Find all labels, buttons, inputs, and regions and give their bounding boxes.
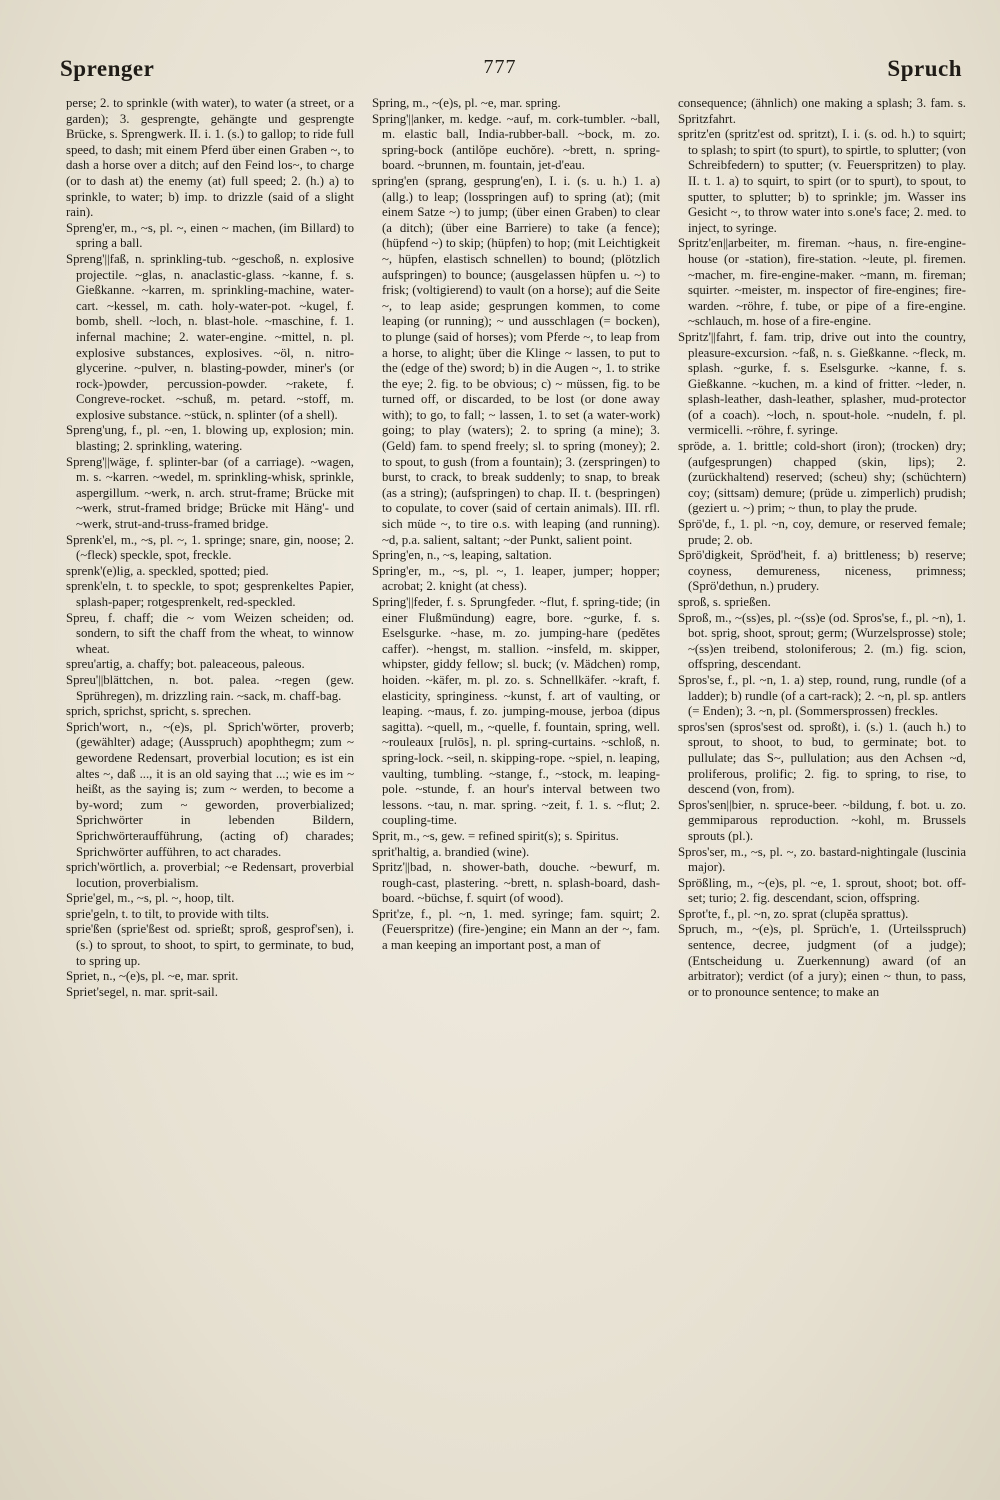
dictionary-entry: Spreng'ung, f., pl. ~en, 1. blowing up, explosion; min. blasting; 2. sprinkling, watering. xyxy=(66,423,354,454)
dictionary-entry: Spruch, m., ~(e)s, pl. Sprüch'e, 1. (Urteilsspruch) sentence, decree, judgment (of a judge); (Entscheidung u. Zuerkennung) award (of an arbitrator); verdict (of a jury); einen ~ thun, to pass, or to pronounce sentence; to make an xyxy=(678,922,966,999)
dictionary-entry: Sprie'gel, m., ~s, pl. ~, hoop, tilt. xyxy=(66,891,235,906)
dictionary-entry: Spriet, n., ~(e)s, pl. ~e, mar. sprit. xyxy=(66,969,239,984)
dictionary-entry: Sprit'ze, f., pl. ~n, 1. med. syringe; fam. squirt; 2. (Feuerspritze) (fire-)engine; ein Mann an der ~, fam. a man keeping an important post, a man of xyxy=(372,906,660,953)
dictionary-entry: Sprö'de, f., 1. pl. ~n, coy, demure, or reserved female; prude; 2. ob. xyxy=(678,517,966,547)
dictionary-entry: sproß, s. sprießen. xyxy=(678,595,771,609)
dictionary-entry: Spring'||anker, m. kedge. ~auf, m. cork-tumbler. ~ball, m. elastic ball, India-rubber-ball. ~bock, m. zo. spring-bock (antilŏpe euchŏre). ~brett, n. spring-board. ~brunnen, m. fountain, jet-d'eau. xyxy=(372,111,660,173)
dictionary-entry: Spritz'||bad, n. shower-bath, douche. ~bewurf, m. rough-cast, plastering. ~brett, n. splash-board, dash-board. ~büchse, f. squirt (of wood). xyxy=(372,860,660,906)
dictionary-entry: Sprö'digkeit, Spröd'heit, f. a) brittleness; b) reserve; coyness, demureness, niceness, primness; (Sprö'dethun, n.) prudery. xyxy=(678,548,966,594)
dictionary-entry: Spreng'||wäge, f. splinter-bar (of a carriage). ~wagen, m. s. ~karren. ~wedel, m. sprinkling-whisk, sprinkle, aspergillum. ~werk, n. arch. strut-frame; Brücke mit ~werk, strut-framed bridge; Brücke mit Häng'- und ~werk, strut-and-truss-framed bridge. xyxy=(66,454,354,532)
column-right xyxy=(678,96,966,1476)
dictionary-entry: Spring'er, m., ~s, pl. ~, 1. leaper, jumper; hopper; acrobat; 2. knight (at chess). xyxy=(372,563,660,594)
dictionary-entry: Spritz'en||arbeiter, m. fireman. ~haus, n. fire-engine-house (or -station), fire-station. ~leute, pl. firemen. ~macher, m. fire-engine-maker. ~mann, m. fireman; squirter. ~meister, m. inspector of fire-engines; fire-warden. ~röhre, f. tube, or pipe of a fire-engine. ~schlauch, m. hose of a fire-engine. xyxy=(678,236,966,329)
dictionary-entry: sprich, sprichst, spricht, s. sprechen. xyxy=(66,704,252,719)
dictionary-entry: Spreng'||faß, n. sprinkling-tub. ~geschoß, n. explosive projectile. ~glas, n. anaclastic-glass. ~kanne, f. s. Gießkanne. ~karren, m. sprinkling-machine, water-cart. ~kessel, m. cath. holy-water-pot. ~kugel, f. bomb, shell. ~loch, n. blast-hole. ~maschine, f. 1. infernal machine; 2. water-engine. ~mittel, n. pl. explosive substances, explosives. ~öl, n. nitro-glycerine. ~pulver, n. blasting-powder, miner's (or rock-)powder, percussion-powder. ~rakete, f. Congreve-rocket. ~schuß, m. petard. ~stoff, m. explosive substance. ~stück, n. splinter (of a shell). xyxy=(66,251,354,422)
dictionary-entry: Spros'se, f., pl. ~n, 1. a) step, round, rung, rundle (of a ladder); b) rundle (of a cart-rack); 2. ~n, pl. sp. antlers (= Enden); 3. ~n, pl. (Sommersprossen) freckles. xyxy=(678,672,966,719)
dictionary-entry: Spros'sen||bier, n. spruce-beer. ~bildung, f. bot. u. zo. gemmiparous reproduction. ~kohl, m. Brussels sprouts (pl.). xyxy=(678,797,966,843)
dictionary-entry: Spring, m., ~(e)s, pl. ~e, mar. spring. xyxy=(372,96,561,110)
dictionary-entry: spros'sen (spros'sest od. sproßt), i. (s.) 1. (auch h.) to sprout, to shoot, to bud, to germinate; bot. to pullulate; das S~, pullulation; aus den Achsen ~d, proliferous, prolific; 2. fig. to spring, to rise, to descend (von, from). xyxy=(678,719,966,797)
column-left xyxy=(66,96,354,1476)
dictionary-entry: spring'en (sprang, gesprung'en), I. i. (s. u. h.) 1. a) (allg.) to leap; (losspringen auf) to spring (at); (mit einem Satze ~) to jump; (über einen Graben) to clear (a ditch); (über eine Barriere) to take (a fence); (hüpfend ~) to skip; (hüpfen) to hop; (mit Leichtigkeit ~, hüpfen, elastisch schnellen) to bound; (plötzlich aufspringen) to bounce; (ausgelassen hüpfen u. ~) to frisk; (voltigierend) to vault (on a horse); auf die Seite ~, to leap aside; gesprungen kommen, to come leaping (or running); ~ und ausschlagen (= bocken), to plunge (said of horses); vom Pferde ~, to leap from a horse, to alight; über die Klinge ~ lassen, to put to the (edge of the) sword; b) in die Augen ~, 1. to strike the eye; 2. fig. to be obvious; c) ~ müssen, fig. to be turned off, or discarded, to be lost (or done away with); to go, to fall; ~ lassen, 1. to set (a water-work) going; to play (waters); 2. to spring (a mine); 3. (Geld) fam. to spend freely; sl. to spring (money); 2. to spout, to gush (from a fountain); 3. (zerspringen) to burst, to crack, to break suddenly; to snap, to break (as a string); (aufspringen) to chap. II. t. (bespringen) to copulate, to cover (said of certain animals). III. rfl. sich müde ~, to tire o.s. with leaping (and running). ~d, p.a. salient, saltant; ~der Punkt, salient point. xyxy=(372,173,660,547)
dictionary-entry: perse; 2. to sprinkle (with water), to water (a street, or a garden); 3. gesprengte, gehängte und gesprengte Brücke, s. Sprengwerk. II. i. 1. (s.) to gallop; to ride full speed, to dash; mit einem Pferd über einen Graben ~, to dash a horse over a ditch; auf den Feind los~, to charge (or to dash at) the enemy (at) full speed; 2. (h.) a) to sprinkle, to water; b) imp. to drizzle (said of a slight rain). xyxy=(66,96,354,220)
dictionary-entry: Sprit, m., ~s, gew. = refined spirit(s); s. Spiritus. xyxy=(372,828,619,843)
dictionary-entry: sprenk'(e)lig, a. speckled, spotted; pied. xyxy=(66,563,269,578)
dictionary-entry: Sprenk'el, m., ~s, pl. ~, 1. springe; snare, gin, noose; 2. (~fleck) speckle, spot, freckle. xyxy=(66,532,354,563)
dictionary-entry: Spreu, f. chaff; die ~ vom Weizen scheiden; od. sondern, to sift the chaff from the wheat, to winnow wheat. xyxy=(66,610,354,656)
dictionary-entry: Spros'ser, m., ~s, pl. ~, zo. bastard-nightingale (luscinia major). xyxy=(678,844,966,875)
dictionary-entry: Sprößling, m., ~(e)s, pl. ~e, 1. sprout, shoot; bot. off-set; turio; 2. fig. descendant, scion, offspring. xyxy=(678,875,966,906)
dictionary-entry: sprie'ßen (sprie'ßest od. sprießt; sproß, gesprof'sen), i. (s.) to sprout, to shoot, to spirt, to germinate, to bud, to spring up. xyxy=(66,922,354,968)
dictionary-entry: Sprich'wort, n., ~(e)s, pl. Sprich'wörter, proverb; (gewählter) adage; (Ausspruch) apophthegm; zum ~ gewordene Redensart, proverbial locution; es ist ein altes ~, daß ..., it is an old saying that ...; wie es im ~ heißt, as the saying is; zum ~ werden, to become a by-word; zum ~ geworden, proverbialized; Sprichwörter in lebenden Bildern, Sprichwörteraufführung, (acting of) charades; Sprichwörter aufführen, to act charades. xyxy=(66,719,354,859)
dictionary-entry: sprich'wörtlich, a. proverbial; ~e Redensart, proverbial locution, proverbialism. xyxy=(66,860,354,890)
page-number: 777 xyxy=(483,56,517,78)
dictionary-entry: Spreng'er, m., ~s, pl. ~, einen ~ machen, (im Billard) to spring a ball. xyxy=(66,220,354,251)
running-header xyxy=(0,56,1000,86)
dictionary-entry: Spritz'||fahrt, f. fam. trip, drive out into the country, pleasure-excursion. ~faß, n. s. Gießkanne. ~fleck, m. splash. ~gurke, f. s. Eselsgurke. ~kanne, f. s. Gießkanne. ~kuchen, m. a kind of fritter. ~leder, n. splash-leather, dash-leather, splasher, mud-protector (of a coach). ~loch, n. spout-hole. ~nudeln, f. pl. vermicelli. ~röhre, f. syringe. xyxy=(678,329,966,438)
dictionary-entry: consequence; (ähnlich) one making a splash; 3. fam. s. Spritzfahrt. xyxy=(678,96,966,126)
dictionary-entry: Sproß, m., ~(ss)es, pl. ~(ss)e (od. Spros'se, f., pl. ~n), 1. bot. sprig, shoot, sprout; germ; (Wurzelsprosse) stole; ~(ss)en treibend, stoloniferous; 2. (m.) fig. scion, offspring, descendant. xyxy=(678,610,966,672)
dictionary-entry: spröde, a. 1. brittle; cold-short (iron); (trocken) dry; (aufgesprungen) chapped (skin, lips); 2. (zurückhaltend) reserved; (scheu) shy; (schüchtern) coy; (sittsam) demure; (prüde u. zimperlich) prudish; (geziert u. ~) prim; ~ thun, to play the prude. xyxy=(678,439,966,516)
dictionary-entry: Spring'en, n., ~s, leaping, saltation. xyxy=(372,548,552,563)
header-left-catchword: Sprenger xyxy=(60,56,155,81)
dictionary-entry: sprie'geln, t. to tilt, to provide with tilts. xyxy=(66,906,270,921)
dictionary-entry: sprit'haltig, a. brandied (wine). xyxy=(372,844,530,859)
dictionary-entry: spreu'artig, a. chaffy; bot. paleaceous, paleous. xyxy=(66,657,305,672)
dictionary-entry: spritz'en (spritz'est od. spritzt), I. i. (s. od. h.) to squirt; to splash; to spirt (to spurt), to spirtle, to splutter; (von Schreibfedern) to sputter; (v. Feuerspritzen) to play. II. t. 1. a) to squirt, to spirt (or to spurt), to spout, to sputter, to splutter; b) to sprinkle; jm. Wasser ins Gesicht ~, to throw water into s.one's face; 2. med. to inject, to syringe. xyxy=(678,127,966,235)
columns xyxy=(66,96,966,1476)
dictionary-entry: sprenk'eln, t. to speckle, to spot; gesprenkeltes Papier, splash-paper; rotgesprenkelt, red-speckled. xyxy=(66,579,354,609)
header-right-catchword: Spruch xyxy=(887,56,962,81)
dictionary-entry: Spring'||feder, f. s. Sprungfeder. ~flut, f. spring-tide; (in einer Flußmündung) eagre, bore. ~gurke, f. s. Eselsgurke. ~hase, m. zo. jumping-hare (pedĕtes caffer). ~hengst, m. stallion. ~insfeld, m. skipper, whipster, giddy fellow; sl. buck; (v. Mädchen) romp, hoiden. ~käfer, m. pl. zo. s. Schnellkäfer. ~kraft, f. elasticity, springiness. ~kunst, f. art of vaulting, or leaping. ~maus, f. zo. jumping-mouse, jerboa (dipus sagitta). ~quell, m., ~quelle, f. fountain, spring, well. ~rouleaux [rulōs], n. pl. spring-curtains. ~schloß, n. spring-lock. ~seil, n. skipping-rope. ~spiel, n. leaping, vaulting, tumbling. ~stange, f., ~stock, m. leaping-pole. ~stunde, f. an hour's interval between two lessons. ~tau, n. mar. spring. ~zeit, f. 1. s. ~flut; 2. coupling-time. xyxy=(372,595,660,828)
dictionary-entry: Spriet'segel, n. mar. sprit-sail. xyxy=(66,984,218,999)
dictionary-entry: Spreu'||blättchen, n. bot. palea. ~regen (gew. Sprühregen), m. drizzling rain. ~sack, m. chaff-bag. xyxy=(66,672,354,703)
dictionary-entry: Sprot'te, f., pl. ~n, zo. sprat (clupĕa sprattus). xyxy=(678,906,909,921)
column-middle xyxy=(372,96,660,1476)
